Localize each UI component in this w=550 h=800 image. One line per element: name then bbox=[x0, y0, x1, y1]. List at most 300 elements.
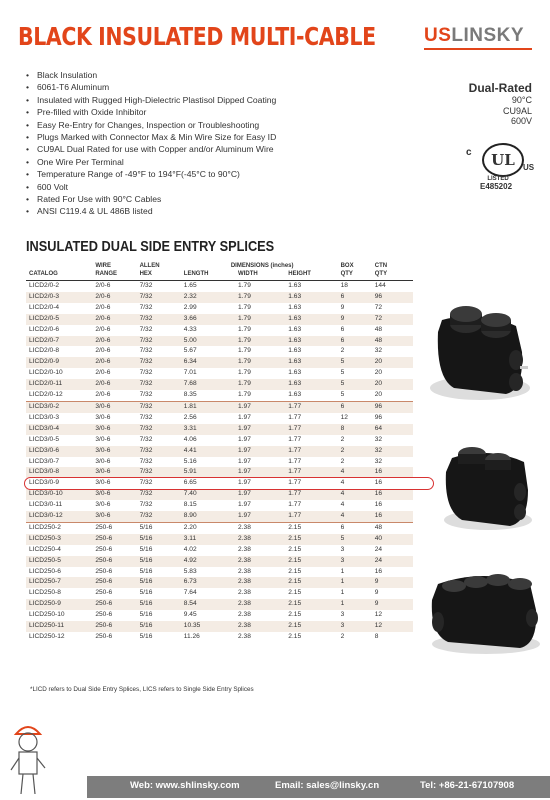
feature-item: • 600 Volt bbox=[26, 181, 276, 193]
allen-hex-cell: 7/32 bbox=[139, 303, 153, 311]
ctn-qty-cell: 9 bbox=[374, 578, 379, 586]
length-cell: 4.41 bbox=[183, 446, 197, 454]
length-cell: 10.35 bbox=[183, 622, 201, 630]
plug-top bbox=[486, 574, 510, 586]
ctn-qty-cell: 16 bbox=[375, 511, 413, 522]
catalog-cell: LICD3/0-11 bbox=[29, 501, 63, 509]
box-qty-cell: 9 bbox=[340, 314, 345, 322]
feature-item: • 6061-T6 Aluminum bbox=[26, 81, 276, 93]
height-cell: 1.63 bbox=[288, 380, 302, 388]
ctn-qty-cell: 12 bbox=[374, 611, 383, 619]
wire-range-cell: 2/0-6 bbox=[95, 282, 111, 289]
box-qty-cell: 1 bbox=[340, 589, 345, 597]
box-qty-cell: 2 bbox=[340, 347, 345, 355]
footer bbox=[0, 764, 550, 800]
length-cell: 4.06 bbox=[183, 435, 197, 443]
length-cell: 11.26 bbox=[183, 633, 200, 640]
allen-hex-cell: 5/16 bbox=[139, 545, 153, 553]
ctn-qty-cell: 12 bbox=[374, 622, 383, 630]
length-cell: 3.66 bbox=[183, 314, 197, 322]
rating-block bbox=[469, 81, 532, 127]
width-cell: 1.79 bbox=[238, 380, 251, 388]
port bbox=[514, 504, 526, 520]
table-row bbox=[26, 424, 413, 435]
wire-range-cell: 3/0-6 bbox=[95, 413, 111, 421]
box-qty-cell: 4 bbox=[340, 479, 345, 487]
width-cell: 1.97 bbox=[238, 413, 251, 421]
length-cell: 9.45 bbox=[183, 611, 197, 619]
width-cell: 2.38 bbox=[238, 633, 251, 640]
allen-hex-cell: 7/32 bbox=[139, 479, 153, 487]
port bbox=[514, 483, 526, 501]
wire-range-cell: 3/0-6 bbox=[95, 457, 111, 465]
height-cell: 1.77 bbox=[288, 468, 302, 476]
feature-item: • Easy Re-Entry for Changes, Inspection or Troubleshooting bbox=[26, 119, 276, 131]
table-row bbox=[26, 357, 413, 368]
table-header-row-2 bbox=[26, 270, 413, 281]
catalog-cell: LICD250-4 bbox=[29, 545, 61, 553]
table-row bbox=[26, 401, 413, 412]
table-row bbox=[26, 292, 413, 303]
box-qty-cell: 6 bbox=[340, 336, 345, 344]
allen-hex-cell: 7/32 bbox=[139, 369, 153, 377]
wire-range-cell: 250-6 bbox=[95, 600, 113, 608]
length-cell: 8.35 bbox=[184, 390, 238, 401]
ctn-qty-cell: 64 bbox=[374, 424, 383, 432]
wire-range-cell: 3/0-6 bbox=[95, 402, 111, 410]
wire-range-cell: 2/0-6 bbox=[95, 390, 139, 401]
header-wire-range-1: WIRE bbox=[95, 263, 112, 269]
header-allen-hex-1: ALLEN bbox=[139, 263, 160, 269]
box-qty-cell: 6 bbox=[340, 325, 345, 333]
allen-hex-cell: 7/32 bbox=[139, 402, 153, 410]
allen-hex-cell: 7/32 bbox=[139, 314, 153, 322]
section-title: INSULATED DUAL SIDE ENTRY SPLICES bbox=[26, 238, 275, 255]
ctn-qty-cell: 32 bbox=[374, 446, 383, 454]
wire-range-cell: 250-6 bbox=[95, 556, 113, 564]
table-row bbox=[26, 325, 413, 336]
box-qty-cell: 18 bbox=[340, 282, 348, 289]
catalog-cell: LICD2/0-10 bbox=[29, 369, 63, 377]
allen-hex-cell: 7/32 bbox=[139, 490, 153, 498]
rating-volt: 600V bbox=[510, 116, 532, 126]
table-header-row-1 bbox=[26, 260, 413, 270]
width-cell: 1.79 bbox=[238, 325, 251, 333]
length-cell: 5.00 bbox=[183, 336, 197, 344]
box-qty-cell: 5 bbox=[340, 358, 345, 366]
wire-range-cell: 250-6 bbox=[95, 622, 113, 630]
ctn-qty-cell: 8 bbox=[374, 633, 379, 640]
height-cell: 1.63 bbox=[288, 336, 302, 344]
catalog-cell: LICD250-6 bbox=[29, 567, 61, 575]
plug-top bbox=[442, 580, 466, 592]
ctn-qty-cell: 32 bbox=[374, 347, 383, 355]
catalog-cell: LICD250-5 bbox=[29, 556, 61, 564]
ctn-qty-cell: 20 bbox=[374, 380, 383, 388]
length-cell: 1.65 bbox=[183, 282, 197, 289]
catalog-cell: LICD2/0-12 bbox=[26, 390, 95, 401]
catalog-cell: LICD3/0-3 bbox=[29, 413, 60, 421]
ctn-qty-cell: 9 bbox=[374, 589, 379, 597]
footer-email: Email: sales@linsky.cn bbox=[275, 780, 380, 791]
product-photo-3-port bbox=[436, 438, 536, 534]
table-row bbox=[26, 346, 413, 357]
wire-range-cell: 3/0-6 bbox=[95, 468, 111, 476]
feature-item: • Black Insulation bbox=[26, 69, 276, 81]
ctn-qty-cell: 96 bbox=[374, 292, 383, 300]
catalog-cell: LICD2/0-7 bbox=[29, 336, 60, 344]
length-cell: 4.33 bbox=[183, 325, 197, 333]
height-cell: 1.77 bbox=[288, 402, 302, 410]
height-cell: 2.15 bbox=[288, 633, 302, 640]
port bbox=[526, 609, 538, 627]
box-qty-cell: 6 bbox=[340, 402, 345, 410]
ctn-qty-cell: 96 bbox=[374, 402, 383, 410]
ctn-qty-cell: 32 bbox=[374, 435, 383, 443]
wire-range-cell: 250-6 bbox=[95, 578, 113, 586]
table-row bbox=[26, 379, 413, 390]
logo-underline bbox=[424, 48, 532, 50]
catalog-cell: LICD2/0-6 bbox=[29, 325, 60, 333]
box-qty-cell: 3 bbox=[340, 556, 345, 564]
header-catalog-label: CATALOG bbox=[26, 270, 95, 281]
allen-hex-cell: 7/32 bbox=[139, 501, 153, 509]
catalog-cell: LICD3/0-9 bbox=[29, 479, 60, 487]
plug-top bbox=[464, 576, 488, 588]
footnote: *LICD refers to Dual Side Entry Splices, LICS refers to Single Side Entry Splices bbox=[30, 686, 254, 693]
height-cell: 1.63 bbox=[288, 369, 302, 377]
table-row bbox=[26, 413, 413, 424]
wire-range-cell: 2/0-6 bbox=[95, 336, 111, 344]
ctn-qty-cell: 20 bbox=[374, 369, 383, 377]
length-cell: 7.40 bbox=[183, 490, 197, 498]
catalog-cell: LICD2/0-4 bbox=[29, 303, 60, 311]
allen-hex-cell: 7/32 bbox=[139, 457, 153, 465]
width-cell: 2.38 bbox=[238, 589, 251, 597]
length-cell: 5.67 bbox=[183, 347, 197, 355]
wire-range-cell: 3/0-6 bbox=[95, 424, 111, 432]
height-cell: 1.77 bbox=[288, 435, 302, 443]
height-cell: 1.63 bbox=[288, 347, 302, 355]
feature-item: • Pre-filled with Oxide Inhibitor bbox=[26, 106, 276, 118]
allen-hex-cell: 7/32 bbox=[139, 292, 153, 300]
catalog-cell: LICD3/0-5 bbox=[29, 435, 60, 443]
length-cell: 2.32 bbox=[183, 292, 197, 300]
box-qty-cell: 5 bbox=[341, 390, 375, 401]
catalog-cell: LICD3/0-4 bbox=[29, 424, 60, 432]
height-cell: 1.77 bbox=[288, 501, 302, 509]
height-cell: 1.77 bbox=[288, 479, 302, 487]
feature-item: • One Wire Per Terminal bbox=[26, 156, 276, 168]
width-cell: 2.38 bbox=[238, 578, 251, 586]
header-ctn-qty-2: QTY bbox=[375, 270, 413, 281]
table-row bbox=[26, 621, 413, 632]
brand-logo bbox=[424, 25, 524, 47]
width-cell: 1.79 bbox=[238, 347, 251, 355]
height-cell: 2.15 bbox=[288, 578, 302, 586]
header-box-qty-2: QTY bbox=[341, 270, 375, 281]
product-photo-2-port bbox=[420, 302, 536, 406]
allen-hex-cell: 5/16 bbox=[139, 611, 153, 619]
height-cell: 2.15 bbox=[288, 534, 302, 542]
spec-table bbox=[26, 260, 413, 643]
width-cell: 2.38 bbox=[238, 600, 251, 608]
table-row bbox=[26, 336, 413, 347]
height-cell: 1.63 bbox=[288, 358, 302, 366]
wire-range-cell: 2/0-6 bbox=[95, 303, 111, 311]
length-cell: 1.81 bbox=[183, 402, 197, 410]
width-cell: 1.97 bbox=[238, 402, 251, 410]
width-cell: 1.97 bbox=[238, 457, 251, 465]
length-cell: 2.56 bbox=[183, 413, 197, 421]
width-cell: 1.97 bbox=[238, 424, 251, 432]
allen-hex-cell: 7/32 bbox=[139, 424, 153, 432]
catalog-cell: LICD2/0-2 bbox=[29, 282, 60, 289]
plug bbox=[485, 460, 511, 470]
ctn-qty-cell: 20 bbox=[374, 358, 383, 366]
ctn-qty-cell: 48 bbox=[374, 325, 383, 333]
table-row bbox=[26, 567, 413, 578]
ctn-qty-cell: 16 bbox=[374, 468, 383, 476]
length-cell: 7.68 bbox=[183, 380, 197, 388]
page-title: BLACK INSULATED MULTI-CABLE bbox=[18, 22, 376, 51]
wire-range-cell: 250-6 bbox=[95, 534, 113, 542]
width-cell: 1.97 bbox=[238, 501, 251, 509]
table-row bbox=[26, 545, 413, 556]
width-cell: 1.79 bbox=[238, 282, 251, 289]
header-wire-range-2: RANGE bbox=[95, 270, 139, 281]
allen-hex-cell: 5/16 bbox=[139, 589, 153, 597]
allen-hex-cell: 7/32 bbox=[140, 511, 184, 522]
width-cell: 2.38 bbox=[238, 545, 251, 553]
box-qty-cell: 1 bbox=[340, 600, 345, 608]
width-cell: 1.97 bbox=[238, 490, 251, 498]
length-cell: 2.20 bbox=[183, 523, 197, 531]
catalog-cell: LICD250-9 bbox=[29, 600, 61, 608]
height-cell: 1.77 bbox=[288, 424, 302, 432]
header-width: WIDTH bbox=[238, 270, 288, 281]
allen-hex-cell: 5/16 bbox=[139, 622, 153, 630]
height-cell: 1.63 bbox=[288, 390, 340, 401]
table-row bbox=[26, 457, 413, 468]
height-cell: 1.63 bbox=[288, 325, 302, 333]
catalog-cell: LICD250-7 bbox=[29, 578, 61, 586]
width-cell: 1.79 bbox=[238, 314, 251, 322]
allen-hex-cell: 5/16 bbox=[139, 578, 153, 586]
box-qty-cell: 2 bbox=[340, 446, 345, 454]
height-cell: 2.15 bbox=[288, 589, 302, 597]
length-cell: 4.02 bbox=[183, 545, 197, 553]
allen-hex-cell: 7/32 bbox=[139, 468, 153, 476]
wire-range-cell: 3/0-6 bbox=[95, 490, 111, 498]
width-cell: 1.79 bbox=[238, 292, 251, 300]
allen-hex-cell: 7/32 bbox=[139, 282, 153, 289]
wire-range-cell: 3/0-6 bbox=[95, 479, 111, 487]
height-cell: 1.77 bbox=[288, 457, 302, 465]
table-row bbox=[26, 390, 413, 401]
height-cell: 2.15 bbox=[288, 611, 302, 619]
box-qty-cell: 3 bbox=[340, 545, 345, 553]
box-qty-cell: 2 bbox=[340, 633, 345, 640]
screw bbox=[520, 366, 528, 369]
height-cell: 2.15 bbox=[288, 567, 302, 575]
wire-range-cell: 250-6 bbox=[95, 523, 113, 531]
height-cell: 2.15 bbox=[288, 523, 302, 531]
catalog-cell: LICD3/0-2 bbox=[29, 402, 60, 410]
width-cell: 1.97 bbox=[238, 435, 251, 443]
height-cell: 1.77 bbox=[288, 446, 302, 454]
feature-item: • ANSI C119.4 & UL 486B listed bbox=[26, 205, 276, 217]
length-cell: 4.92 bbox=[183, 556, 197, 564]
ul-us-mark: US bbox=[523, 163, 535, 172]
length-cell: 8.90 bbox=[184, 511, 238, 522]
ul-file-number-text: E485202 bbox=[480, 182, 513, 191]
catalog-cell: LICD250-2 bbox=[29, 523, 61, 531]
logo-linsky: LINSKY bbox=[451, 25, 525, 46]
table-row bbox=[26, 632, 413, 643]
box-qty-cell: 4 bbox=[340, 468, 345, 476]
wire-range-cell: 2/0-6 bbox=[95, 314, 111, 322]
box-qty-cell: 6 bbox=[340, 292, 345, 300]
ctn-qty-cell: 24 bbox=[374, 556, 383, 564]
feature-item: • Temperature Range of -49°F to 194°F(-45°C to 90°C) bbox=[26, 168, 276, 180]
table-row bbox=[26, 599, 413, 610]
length-cell: 5.83 bbox=[183, 567, 197, 575]
allen-hex-cell: 5/16 bbox=[139, 523, 153, 531]
table-row bbox=[26, 446, 413, 457]
length-cell: 6.73 bbox=[183, 578, 197, 586]
table-body bbox=[26, 281, 413, 643]
ctn-qty-cell: 16 bbox=[374, 479, 383, 487]
box-qty-cell: 3 bbox=[340, 622, 345, 630]
catalog-cell: LICD2/0-9 bbox=[29, 358, 60, 366]
box-qty-cell: 5 bbox=[340, 369, 345, 377]
wire-range-cell: 250-6 bbox=[95, 589, 113, 597]
width-cell: 2.38 bbox=[238, 622, 251, 630]
table-row bbox=[26, 588, 413, 599]
width-cell: 1.97 bbox=[238, 468, 251, 476]
width-cell: 1.79 bbox=[238, 336, 251, 344]
table-row bbox=[26, 577, 413, 588]
width-cell: 2.38 bbox=[238, 556, 251, 564]
header-height: HEIGHT bbox=[288, 270, 340, 281]
header-dimensions: DIMENSIONS (inches) bbox=[230, 263, 294, 269]
ul-file-number bbox=[480, 176, 512, 191]
box-qty-cell: 3 bbox=[340, 611, 345, 619]
height-cell: 1.63 bbox=[288, 282, 302, 289]
ctn-qty-cell: 9 bbox=[374, 600, 379, 608]
height-cell: 1.63 bbox=[288, 303, 302, 311]
width-cell: 2.38 bbox=[238, 534, 251, 542]
allen-hex-cell: 7/32 bbox=[140, 390, 184, 401]
table-row bbox=[26, 489, 413, 500]
allen-hex-cell: 7/32 bbox=[139, 358, 153, 366]
header-box-qty-1: BOX bbox=[340, 263, 354, 269]
ctn-qty-cell: 72 bbox=[374, 303, 383, 311]
length-cell: 7.01 bbox=[183, 369, 197, 377]
box-qty-cell: 4 bbox=[340, 490, 345, 498]
catalog-cell: LICD2/0-5 bbox=[29, 314, 60, 322]
ctn-qty-cell: 48 bbox=[374, 336, 383, 344]
feature-item: • CU9AL Dual Rated for use with Copper and/or Aluminum Wire bbox=[26, 143, 276, 155]
wire-range-cell: 2/0-6 bbox=[95, 292, 111, 300]
wire-range-cell: 250-6 bbox=[95, 567, 113, 575]
box-qty-cell: 2 bbox=[340, 457, 345, 465]
table-row bbox=[26, 522, 413, 533]
ul-c-mark: c bbox=[466, 147, 472, 158]
box-qty-cell: 5 bbox=[340, 380, 345, 388]
wire-range-cell: 3/0-6 bbox=[95, 435, 111, 443]
ctn-qty-cell: 16 bbox=[374, 501, 383, 509]
ctn-qty-cell: 72 bbox=[374, 314, 383, 322]
header-allen-hex-2: HEX bbox=[140, 270, 184, 281]
height-cell: 1.77 bbox=[288, 490, 302, 498]
allen-hex-cell: 7/32 bbox=[139, 336, 153, 344]
width-cell: 1.79 bbox=[238, 390, 288, 401]
rating-heading: Dual-Rated bbox=[468, 81, 532, 95]
catalog-cell: LICD250-10 bbox=[29, 611, 65, 619]
feature-list bbox=[26, 69, 276, 218]
catalog-cell: LICD2/0-11 bbox=[29, 380, 63, 388]
width-cell: 1.79 bbox=[238, 358, 251, 366]
catalog-cell: LICD2/0-3 bbox=[29, 292, 60, 300]
table-row bbox=[26, 610, 413, 621]
length-cell: 6.34 bbox=[183, 358, 197, 366]
ctn-qty-cell: 20 bbox=[375, 390, 413, 401]
catalog-cell: LICD2/0-8 bbox=[29, 347, 60, 355]
height-cell: 2.15 bbox=[288, 600, 302, 608]
plug-top bbox=[450, 306, 482, 322]
table-row bbox=[26, 435, 413, 446]
table-row bbox=[26, 303, 413, 314]
ctn-qty-cell: 16 bbox=[374, 567, 383, 575]
allen-hex-cell: 7/32 bbox=[139, 380, 153, 388]
highlight-ring bbox=[24, 477, 434, 490]
box-qty-cell: 6 bbox=[340, 523, 345, 531]
width-cell: 2.38 bbox=[238, 567, 251, 575]
allen-hex-cell: 7/32 bbox=[139, 435, 153, 443]
rating-temp: 90°C bbox=[511, 95, 532, 105]
box-qty-cell: 1 bbox=[340, 567, 345, 575]
port bbox=[432, 612, 444, 632]
length-cell: 7.64 bbox=[183, 589, 197, 597]
ul-listed-text: LISTED bbox=[487, 176, 509, 182]
width-cell: 1.79 bbox=[238, 303, 251, 311]
length-cell: 3.11 bbox=[183, 534, 197, 542]
allen-hex-cell: 7/32 bbox=[139, 446, 153, 454]
ctn-qty-cell: 40 bbox=[374, 534, 383, 542]
catalog-cell: LICD3/0-12 bbox=[26, 511, 95, 522]
box-qty-cell: 9 bbox=[340, 303, 345, 311]
length-cell: 6.65 bbox=[183, 479, 197, 487]
catalog-cell: LICD3/0-10 bbox=[29, 490, 63, 498]
height-cell: 1.63 bbox=[288, 292, 302, 300]
allen-hex-cell: 7/32 bbox=[139, 347, 153, 355]
catalog-cell: LICD250-8 bbox=[29, 589, 61, 597]
width-cell: 2.38 bbox=[238, 611, 251, 619]
catalog-cell: LICD3/0-6 bbox=[29, 446, 60, 454]
catalog-cell: LICD250-12 bbox=[29, 633, 65, 640]
catalog-cell: LICD3/0-8 bbox=[29, 468, 60, 476]
box-qty-cell: 4 bbox=[340, 501, 345, 509]
ul-listed-icon: UL bbox=[482, 143, 524, 177]
width-cell: 1.97 bbox=[238, 479, 251, 487]
allen-hex-cell: 5/16 bbox=[139, 633, 153, 640]
table-row bbox=[26, 368, 413, 379]
catalog-cell: LICD250-3 bbox=[29, 534, 61, 542]
wire-range-cell: 250-6 bbox=[95, 633, 113, 640]
wire-range-cell: 2/0-6 bbox=[95, 347, 111, 355]
